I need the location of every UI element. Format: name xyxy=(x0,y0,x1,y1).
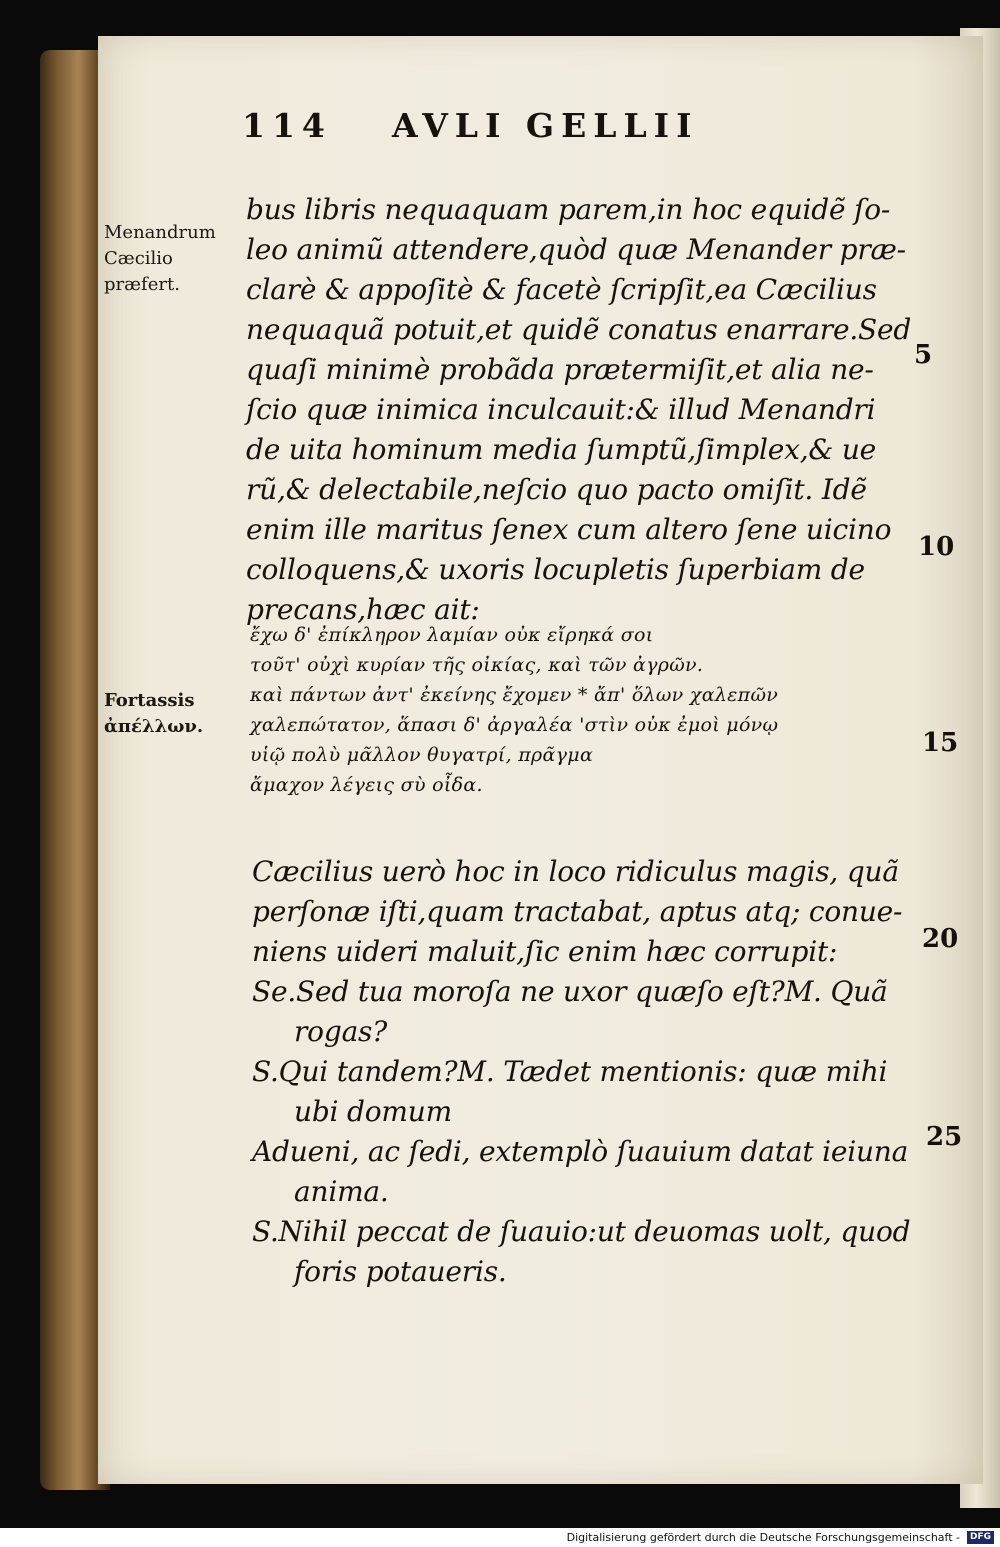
greek-line: τοῦτ' οὐχὶ κυρίαν τῆς οἰκίας, καὶ τῶν ἀγρῶν. xyxy=(250,654,704,676)
greek-line: καὶ πάντων ἀντ' ἐκείνης ἔχομεν * ἄπ' ὅλων χαλεπῶν xyxy=(250,684,779,706)
text-line: Cæcilius uerò hoc in loco ridiculus magis, quã xyxy=(252,855,899,888)
text-line: S.Nihil peccat de ſuauio:ut deuomas uolt, quod xyxy=(252,1215,911,1248)
text-line: colloquens,& uxoris locupletis ſuperbiam de xyxy=(246,553,865,586)
text-line: quaſi minimè probãda prætermiſit,et alia ne- xyxy=(246,353,874,386)
text-line: Adueni, ac ſedi, extemplò ſuauium datat ieiuna xyxy=(252,1135,909,1168)
text-line: nequaquã potuit,et quidẽ conatus enarrare.Sed xyxy=(246,313,912,346)
text-block-1 xyxy=(246,190,911,630)
text-block-2 xyxy=(252,852,910,1292)
text-line: perſonæ iſti,quam tractabat, aptus atq; conue- xyxy=(252,895,903,928)
page-number: 114 xyxy=(242,106,332,145)
text-line: ſcio quæ inimica inculcauit:& illud Menandri xyxy=(246,393,876,426)
greek-quotation xyxy=(250,620,778,800)
text-line: rogas? xyxy=(294,1015,388,1048)
text-line: foris potaueris. xyxy=(294,1255,507,1288)
text-line: precans,hæc ait: xyxy=(246,593,480,626)
text-line: S.Qui tandem?M. Tædet mentionis: quæ mihi xyxy=(252,1055,888,1088)
text-line: rũ,& delectabile,neſcio quo pacto omiſit. Idẽ xyxy=(246,473,867,506)
line-number-15: 15 xyxy=(922,728,959,758)
text-line: clarè & appoſitè & facetè ſcripſit,ea Cæcilius xyxy=(246,273,877,306)
greek-line: χαλεπώτατον, ἅπασι δ' ἀργαλέα 'στὶν οὐκ ἐμοὶ μόνῳ xyxy=(250,714,779,736)
margin-note-line: Cæcilio xyxy=(104,248,173,269)
text-line: niens uideri maluit,ſic enim hæc corrupit: xyxy=(252,935,838,968)
margin-note-line: præfert. xyxy=(104,274,180,295)
greek-line: υἱῷ πολὺ μᾶλλον θυγατρί, πρᾶγμα xyxy=(250,744,594,766)
text-line: anima. xyxy=(294,1175,389,1208)
dfg-logo: DFG xyxy=(967,1531,994,1544)
margin-note-line: Menandrum xyxy=(104,222,216,243)
footer-credit: Digitalisierung gefördert durch die Deutsche Forschungsgemeinschaft - xyxy=(566,1531,960,1544)
text-line: enim ille maritus ſenex cum altero ſene uicino xyxy=(246,513,892,546)
margin-note-line: Fortassis xyxy=(104,690,195,711)
running-title: AVLI GELLII xyxy=(392,106,699,145)
margin-note-menandrum xyxy=(104,220,216,298)
greek-line: ἔχω δ' ἐπίκληρον λαμίαν οὐκ εἴρηκά σοι xyxy=(250,624,654,646)
text-line: Se.Sed tua moroſa ne uxor quæſo eſt?M. Quã xyxy=(252,975,888,1008)
line-number-10: 10 xyxy=(918,532,955,562)
line-number-20: 20 xyxy=(922,924,959,954)
digitization-footer xyxy=(0,1528,1000,1547)
line-number-5: 5 xyxy=(914,340,933,370)
text-line: leo animũ attendere,quòd quæ Menander præ- xyxy=(246,233,906,266)
margin-note-fortassis xyxy=(104,688,203,740)
text-line: bus libris nequaquam parem,in hoc equidẽ ſo- xyxy=(246,193,891,226)
greek-line: ἄμαχον λέγεις σὺ οἶδα. xyxy=(250,774,483,796)
margin-note-line: ἀπέλλων. xyxy=(104,716,204,737)
text-line: de uita hominum media ſumptũ,ſimplex,& ue xyxy=(246,433,877,466)
text-line: ubi domum xyxy=(294,1095,452,1128)
line-number-25: 25 xyxy=(926,1122,963,1152)
